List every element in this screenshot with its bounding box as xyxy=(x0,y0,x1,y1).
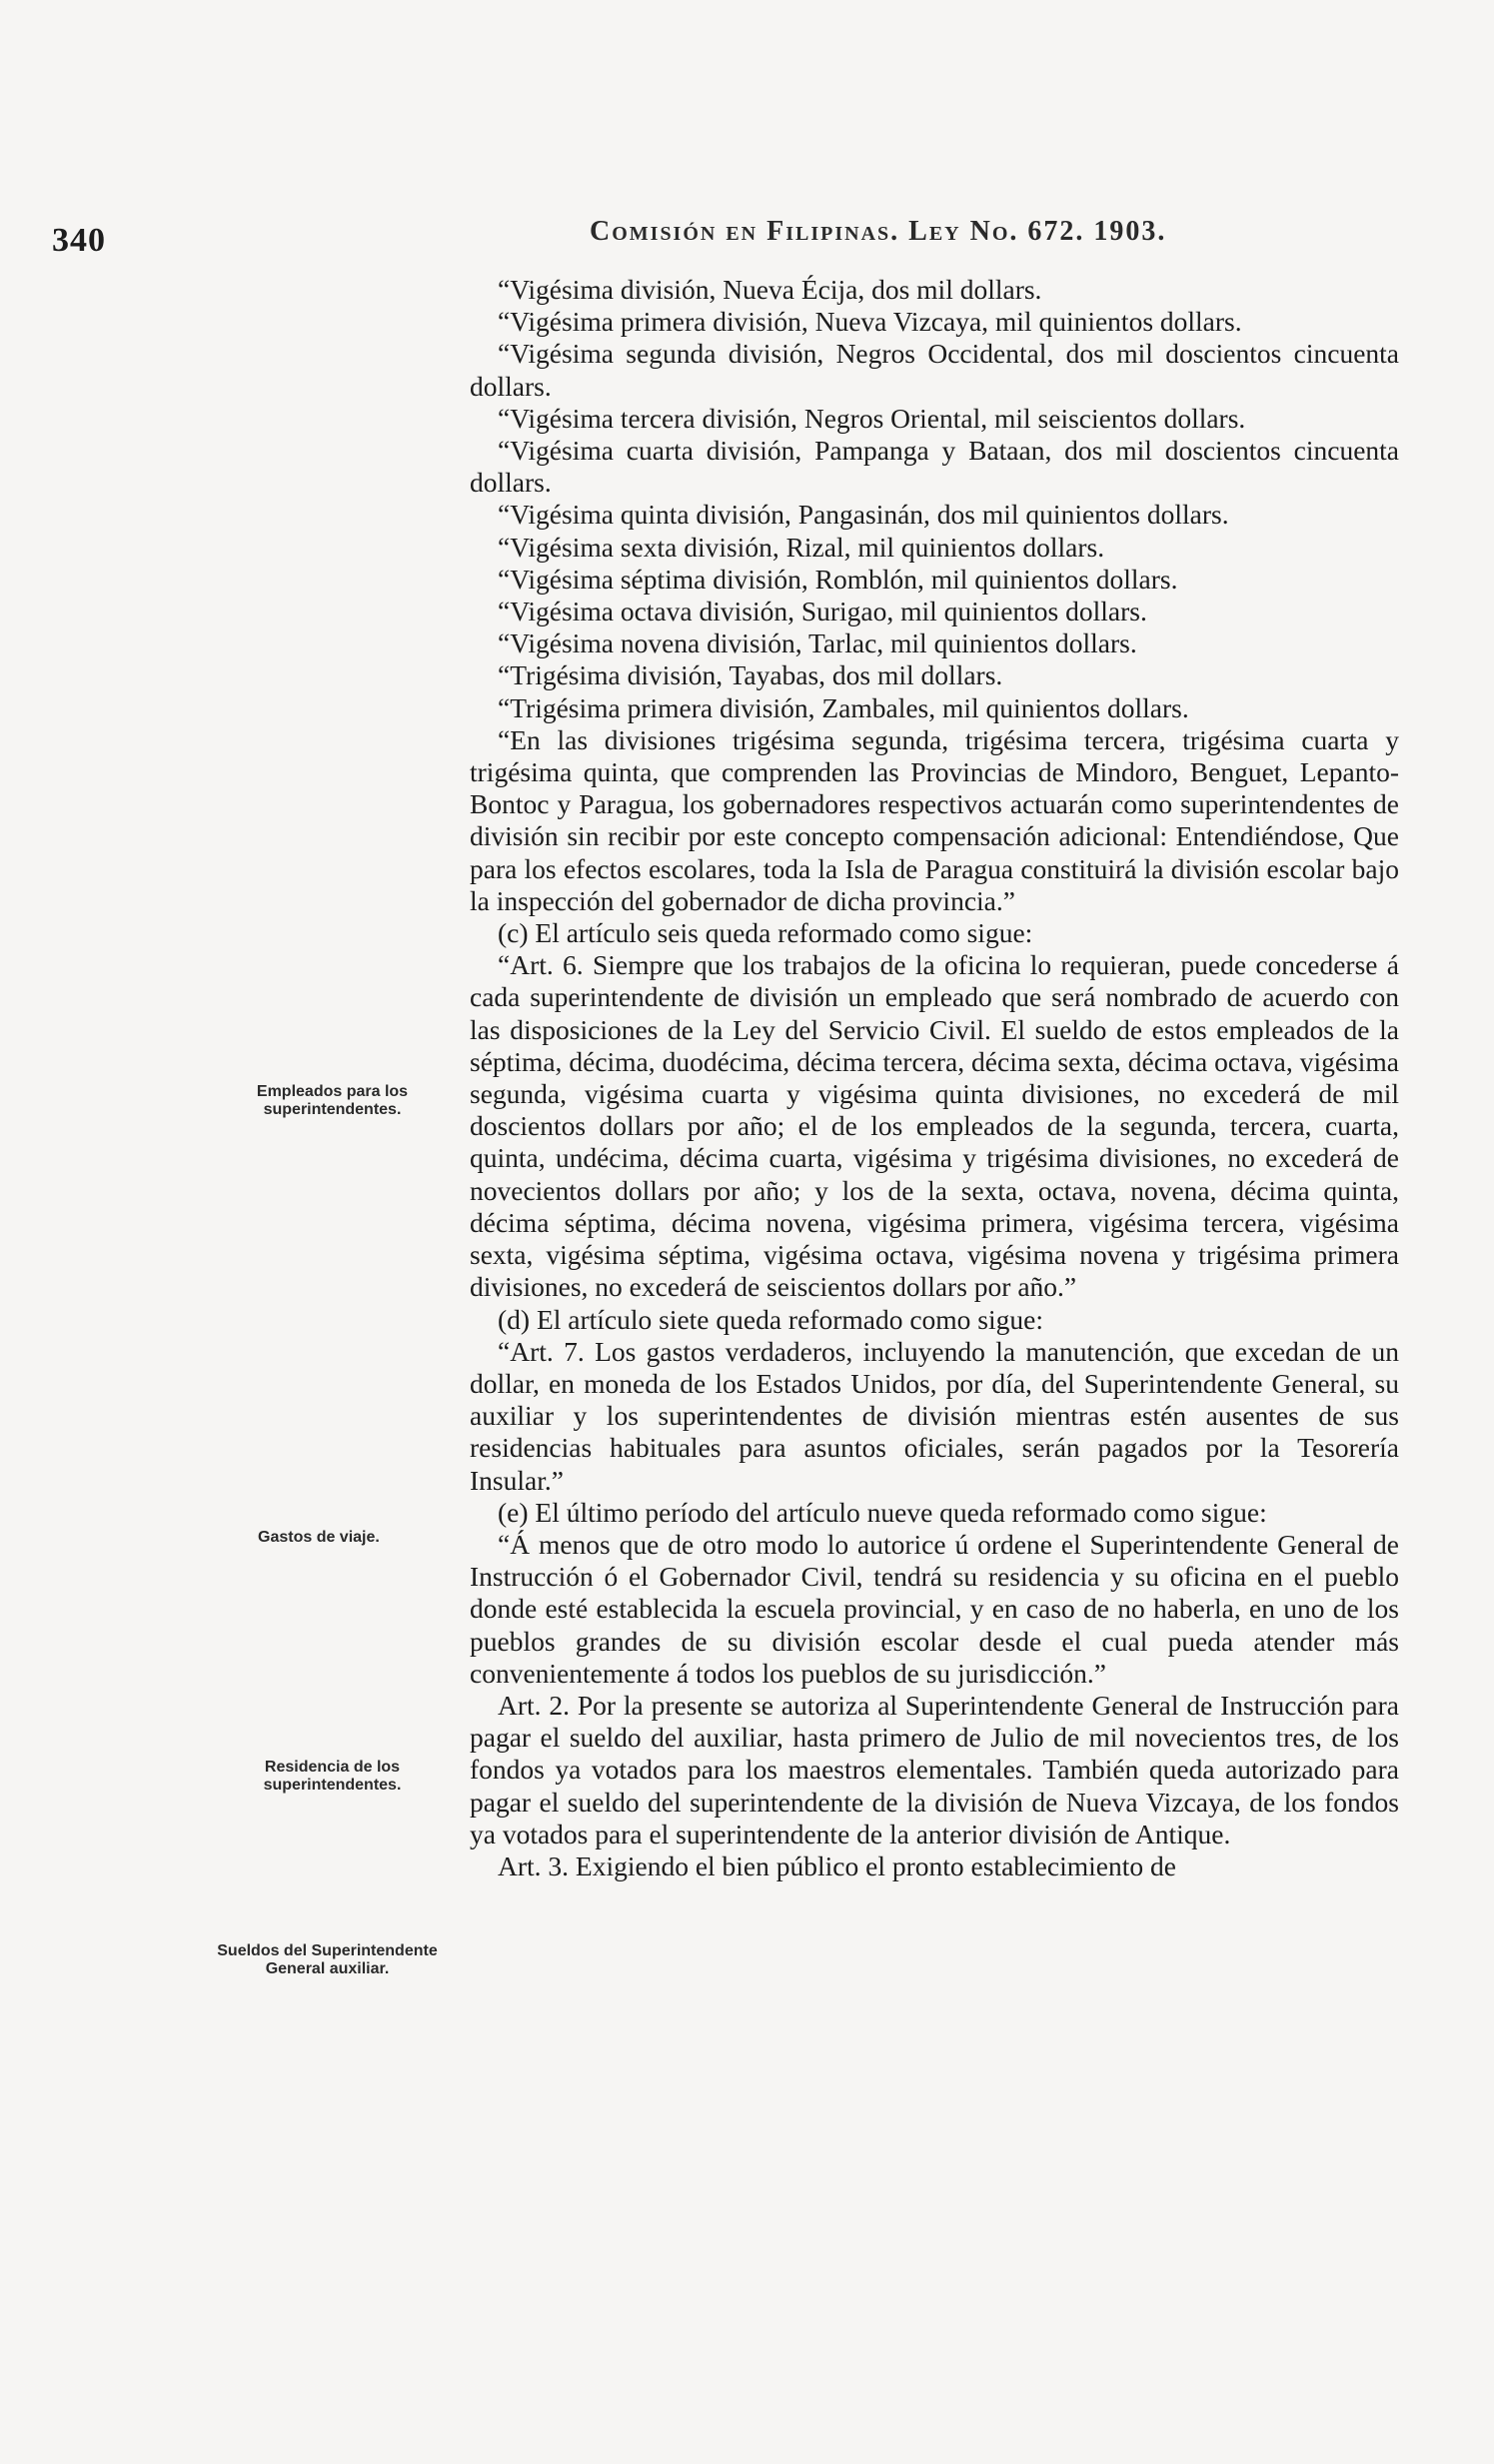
page-number: 340 xyxy=(52,222,106,259)
paragraph: “Vigésima cuarta división, Pampanga y Bataan, dos mil doscientos cincuenta dollars. xyxy=(470,435,1399,499)
paragraph: “Vigésima tercera división, Negros Oriental, mil seiscientos dollars. xyxy=(498,402,1246,434)
paragraph: “Vigésima sexta división, Rizal, mil quinientos dollars. xyxy=(498,531,1105,563)
body-text xyxy=(470,274,1399,1882)
paragraph: “Vigésima novena división, Tarlac, mil quinientos dollars. xyxy=(498,627,1137,659)
paragraph: “Trigésima primera división, Zambales, mil quinientos dollars. xyxy=(498,691,1189,723)
paragraph: “Vigésima quinta división, Pangasinán, dos mil quinientos dollars. xyxy=(498,499,1229,531)
paragraph: “Trigésima división, Tayabas, dos mil dollars. xyxy=(498,659,1003,691)
paragraph: “Vigésima división, Nueva Écija, dos mil dollars. xyxy=(498,274,1042,305)
paragraph: “Vigésima octava división, Surigao, mil quinientos dollars. xyxy=(498,596,1147,627)
running-head: Comisión en Filipinas. Ley No. 672. 1903. xyxy=(590,216,1167,247)
margin-note-gastos: Gastos de viaje. xyxy=(258,1529,380,1546)
paragraph: (e) El último período del artículo nueve queda reformado como sigue: xyxy=(498,1496,1267,1528)
paragraph: Art. 3. Exigiendo el bien público el pronto establecimiento de xyxy=(498,1849,1176,1881)
paragraph: “Art. 7. Los gastos verdaderos, incluyendo la manutención, que excedan de un dollar, en moneda de los Estados Unidos, por día, del Superintendente General, su auxiliar y los superintendentes de división mientras estén ausentes de sus residencias habituales para asuntos oficiales, serán pagados por la Tesorería Insular.” xyxy=(470,1335,1399,1496)
paragraph: “En las divisiones trigésima segunda, trigésima tercera, trigésima cuarta y trigésima quinta, que comprenden las Provincias de Mindoro, Benguet, Lepanto-Bontoc y Paragua, los gobernadores respectivos actuarán como superintendentes de división sin recibir por este concepto compensación adicional: Entendiéndose, Que para los efectos escolares, toda la Isla de Paragua constituirá la división escolar bajo la inspección del gobernador de dicha provincia.” xyxy=(470,723,1399,916)
paragraph: (c) El artículo seis queda reformado como sigue: xyxy=(498,917,1033,949)
margin-note-empleados: Empleados para los superintendentes. xyxy=(256,1083,409,1118)
paragraph: Art. 2. Por la presente se autoriza al Superintendente General de Instrucción para pagar el sueldo del auxiliar, hasta primero de Julio de mil novecientos tres, de los fondos ya votados para los maestros elementales. También queda autorizado para pagar el sueldo del superintendente de la división de Nueva Vizcaya, de los fondos ya votados para el superintendente de la anterior división de Antique. xyxy=(470,1689,1399,1849)
paragraph: “Vigésima primera división, Nueva Vizcaya, mil quinientos dollars. xyxy=(498,306,1242,338)
paragraph: “Á menos que de otro modo lo autorice ú ordene el Superintendente General de Instrucción ó el Gobernador Civil, tendrá su residencia y su oficina en el pueblo donde esté establecida la escuela provincial, y en caso de no haberla, en uno de los pueblos grandes de su división escolar desde el cual pueda atender más convenientemente á todos los pueblos de su jurisdicción.” xyxy=(470,1528,1399,1689)
margin-note-sueldos: Sueldos del Superintendente General auxiliar. xyxy=(217,1942,438,1977)
paragraph: “Art. 6. Siempre que los trabajos de la oficina lo requieran, puede concederse á cada superintendente de división un empleado que será nombrado de acuerdo con las disposiciones de la Ley del Servicio Civil. El sueldo de estos empleados de la séptima, décima, duodécima, décima tercera, décima sexta, décima octava, vigésima segunda, vigésima cuarta y vigésima quinta divisiones, no excederá de mil doscientos dollars por año; el de los empleados de la segunda, tercera, cuarta, quinta, undécima, décima cuarta, vigésima y trigésima divisiones, no excederá de novecientos dollars por año; y los de la sexta, octava, novena, décima quinta, décima séptima, décima novena, vigésima primera, vigésima tercera, vigésima sexta, vigésima séptima, vigésima octava, vigésima novena y trigésima primera divisiones, no excederá de seiscientos dollars por año.” xyxy=(470,949,1399,1303)
paragraph: “Vigésima segunda división, Negros Occidental, dos mil doscientos cincuenta dollars. xyxy=(470,338,1399,402)
margin-note-residencia: Residencia de los superintendentes. xyxy=(263,1759,402,1794)
paragraph: “Vigésima séptima división, Romblón, mil quinientos dollars. xyxy=(498,563,1178,595)
paragraph: (d) El artículo siete queda reformado como sigue: xyxy=(498,1303,1043,1335)
